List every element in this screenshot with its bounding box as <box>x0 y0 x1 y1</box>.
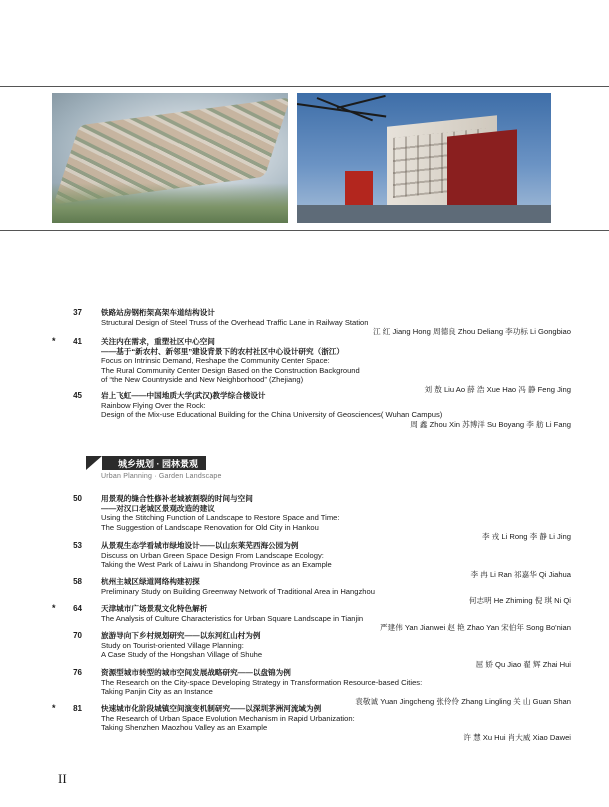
entry-title: 关注内在需求，重塑社区中心空间 <box>101 337 215 346</box>
entry-authors: 袁敬诚 Yuan Jingcheng 张伶伶 Zhang Lingling 关 山 Guan Shan <box>355 696 571 706</box>
entry-title: 旅游导向下乡村规划研究——以东河红山村为例 <box>101 631 261 640</box>
entry-title: Discuss on Urban Green Space Design From Landscape Ecology: <box>101 550 324 560</box>
entry-title: The Suggestion of Landscape Renovation for Old City in Hankou <box>101 522 319 532</box>
entry-authors: 刘 敖 Liu Ao 薛 浩 Xue Hao 冯 静 Feng Jing <box>424 384 571 394</box>
top-rule <box>0 86 609 87</box>
entry-marker: * <box>52 603 56 613</box>
entry-title: 岩上飞虹——中国地质大学(武汉)教学综合楼设计 <box>101 391 266 400</box>
entry-title: A Case Study of the Hongshan Village of Shuhe <box>101 650 263 660</box>
section-subtitle: Urban Planning · Garden Landscape <box>101 473 222 480</box>
entry-title: 铁路站房钢桁架高架车道结构设计 <box>101 308 215 317</box>
entry-title: of “the New Countryside and New Neighborhood” (Zhejiang) <box>101 375 304 385</box>
entry-authors: 许 慧 Xu Hui 肖大威 Xiao Dawei <box>463 732 571 742</box>
entry-title: Structural Design of Steel Truss of the Overhead Traffic Lane in Railway Station <box>101 317 369 327</box>
entry-title: Taking the West Park of Laiwu in Shandong Province as an Example <box>101 560 332 570</box>
entry-title: Study on Tourist-oriented Village Planning: <box>101 640 244 650</box>
entry-title: 快速城市化阶段城镇空间演变机制研究——以深圳茅洲河流域为例 <box>101 704 322 713</box>
entry-title: Using the Stitching Function of Landscape to Restore Space and Time: <box>101 513 340 523</box>
section-title: 城乡规划 · 园林景观 <box>118 459 198 469</box>
entry-title: Preliminary Study on Building Greenway Network of Traditional Area in Hangzhou <box>101 586 375 596</box>
entry-title: 天津城市广场景观文化特色解析 <box>101 604 208 613</box>
entry-authors: 何志明 He Zhiming 倪 琪 Ni Qi <box>468 596 571 606</box>
aerial-city-photo <box>52 93 288 223</box>
entry-title: 资源型城市转型的城市空间发展战略研究——以盘锦为例 <box>101 668 291 677</box>
bottom-rule <box>0 230 609 231</box>
page-number: 45 <box>73 391 82 400</box>
page-number: 53 <box>73 541 82 550</box>
entry-authors: 江 红 Jiang Hong 周德良 Zhou Deliang 李功标 Li Gongbiao <box>373 327 571 337</box>
page-number: 58 <box>73 577 82 586</box>
plaza-ground <box>297 205 551 223</box>
page-number: 37 <box>73 308 82 317</box>
entry-title: The Research of Urban Space Evolution Mechanism in Rapid Urbanization: <box>101 713 355 723</box>
page-number: 41 <box>73 337 82 346</box>
entry-title: The Research on the City-space Developing Strategy in Transformation Resource-based Cities: <box>101 677 423 687</box>
entry-title: The Rural Community Center Design Based on the Construction Background <box>101 365 360 375</box>
page-number: 76 <box>73 668 82 677</box>
entry-title: 杭州主城区绿道网络构建初探 <box>101 577 200 586</box>
page-number: 81 <box>73 704 82 713</box>
entry-title: ——对汉口老城区景观改造的建议 <box>101 503 215 513</box>
entry-title: The Analysis of Culture Characteristics for Urban Square Landscape in Tianjin <box>101 613 364 623</box>
entry-authors: 李 冉 Li Ran 祁嘉华 Qi Jiahua <box>470 569 571 579</box>
entry-title: 从景观生态学看城市绿地设计——以山东莱芜西海公园为例 <box>101 541 299 550</box>
page-number: 50 <box>73 494 82 503</box>
entry-title: Taking Shenzhen Maozhou Valley as an Example <box>101 723 268 733</box>
entry-authors: 周 鑫 Zhou Xin 苏博洋 Su Boyang 李 舫 Li Fang <box>410 419 571 429</box>
entry-authors: 屈 娇 Qu Jiao 翟 辉 Zhai Hui <box>475 659 571 669</box>
tree-branch <box>337 95 386 109</box>
green-field <box>52 183 288 223</box>
entry-title: Design of the Mix-use Educational Building for the China University of Geosciences( Wuhan Campus) <box>101 410 443 420</box>
banner-arrow-cut <box>86 456 102 470</box>
entry-title: Taking Panjin City as an Instance <box>101 687 213 697</box>
entry-authors: 李 戎 Li Rong 李 静 Li Jing <box>481 532 571 542</box>
entry-title: 用景观的缝合性修补老城被割裂的时间与空间 <box>101 494 253 503</box>
entry-authors: 严建伟 Yan Jianwei 赵 艳 Zhao Yan 宋伯年 Song Bo'nian <box>380 623 571 633</box>
page-number: 70 <box>73 631 82 640</box>
page-folio: II <box>58 771 67 786</box>
entry-title: ——基于“新农村、新邻里”建设背景下的农村社区中心设计研究（浙江） <box>101 346 344 356</box>
entry-marker: * <box>52 703 56 713</box>
entry-title: Rainbow Flying Over the Rock: <box>101 400 206 410</box>
building-photo <box>297 93 551 223</box>
entry-marker: * <box>52 336 56 346</box>
page-number: 64 <box>73 604 82 613</box>
entry-title: Focus on Intrinsic Demand, Reshape the Community Center Space: <box>101 356 330 366</box>
